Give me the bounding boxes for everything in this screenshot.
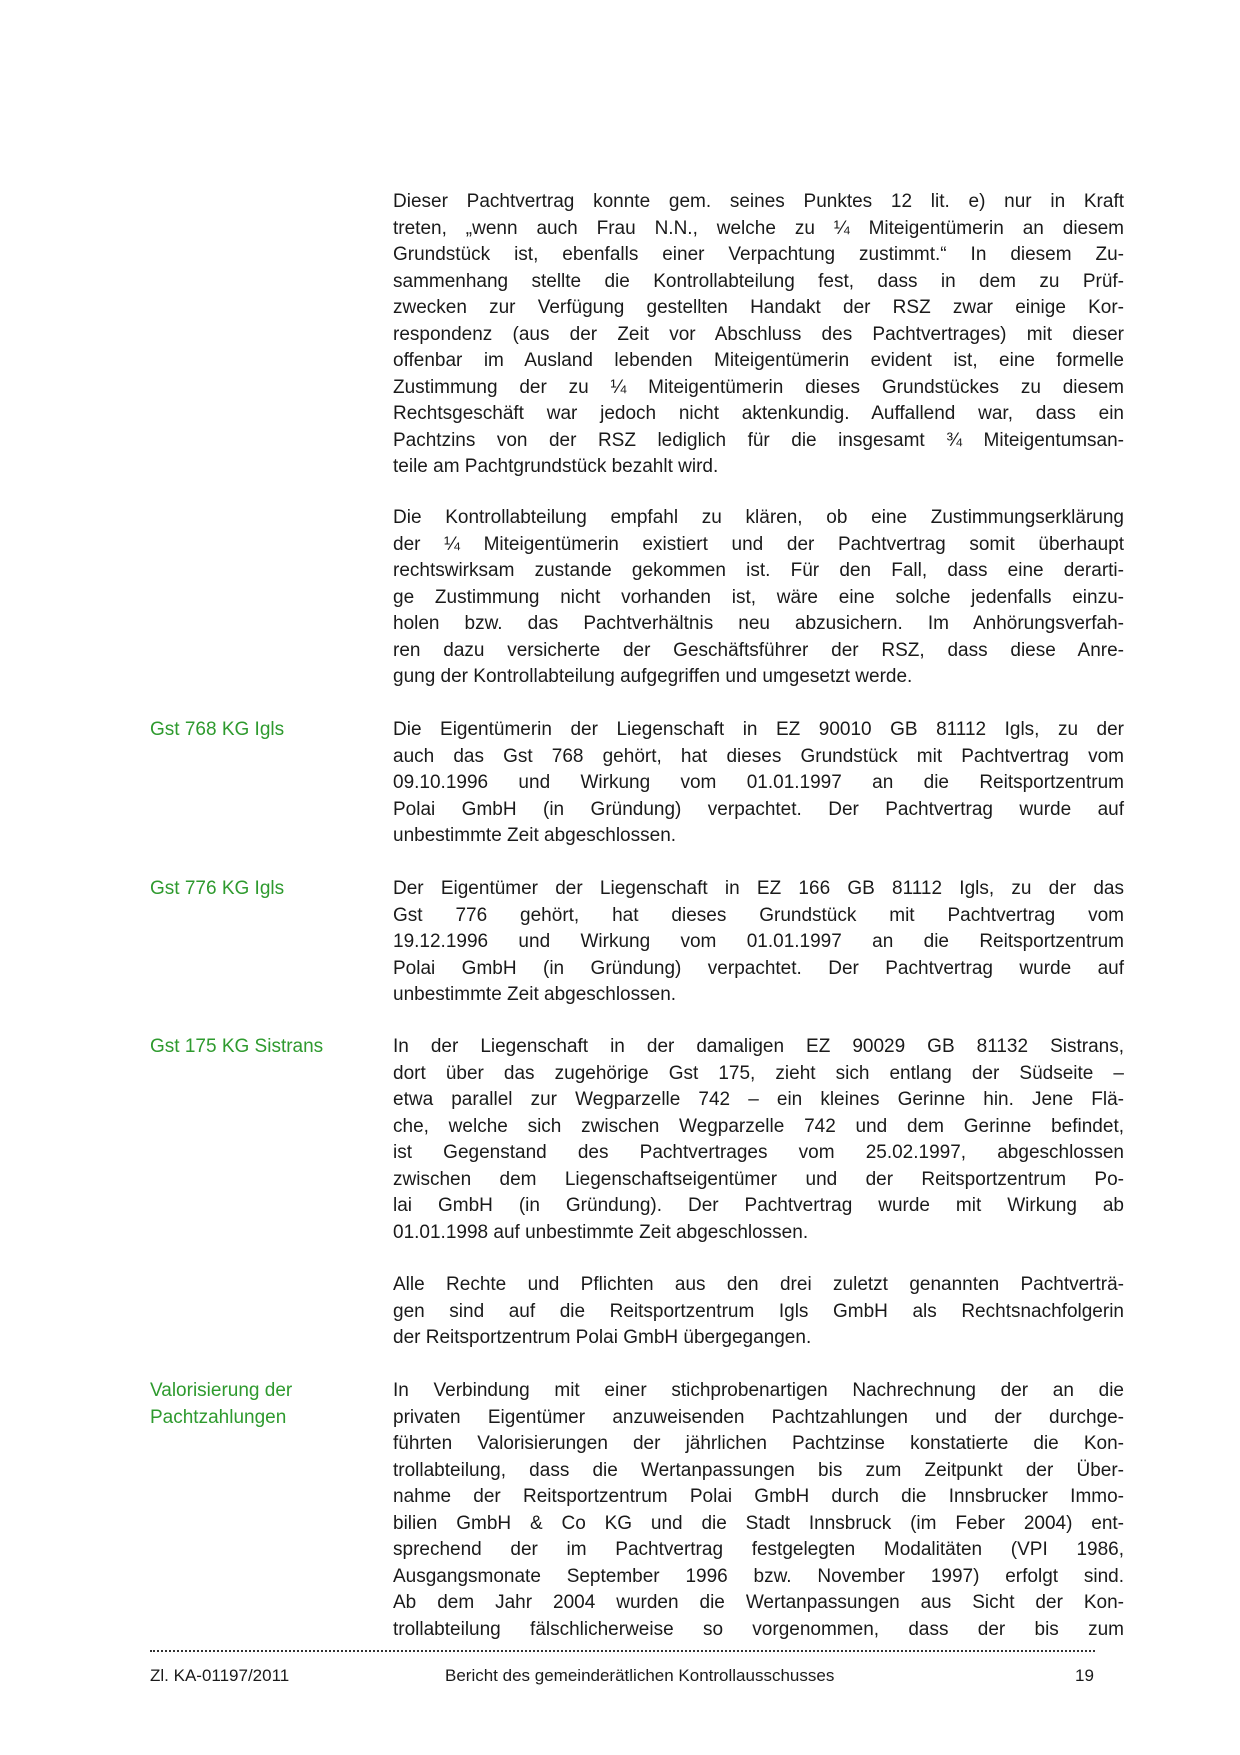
text-line: dort über das zugehörige Gst 175, zieht sich entlang der Südseite – [393, 1062, 1124, 1084]
text-line: Zustimmung der zu ¼ Miteigentümerin dieses Grundstückes zu diesem [393, 376, 1124, 398]
text-line: unbestimmte Zeit abgeschlossen. [393, 984, 677, 1005]
text-line: der ¼ Miteigentümerin existiert und der Pachtvertrag somit überhaupt [393, 533, 1124, 555]
margin-heading-line: Valorisierung der [150, 1380, 293, 1401]
paragraph [393, 1272, 1124, 1352]
text-line: Dieser Pachtvertrag konnte gem. seines Punktes 12 lit. e) nur in Kraft [393, 191, 1124, 212]
text-line: auch das Gst 768 gehört, hat dieses Grundstück mit Pachtvertrag vom [393, 745, 1124, 767]
text-line: zwecken zur Verfügung gestellten Handakt der RSZ zwar einige Kor- [393, 297, 1124, 318]
margin-heading-line: Gst 768 KG Igls [150, 719, 285, 740]
margin-heading [150, 1378, 370, 1431]
margin-heading [150, 717, 370, 744]
text-line: etwa parallel zur Wegparzelle 742 – ein kleines Gerinne hin. Jene Flä- [393, 1089, 1124, 1110]
text-line: sammenhang stellte die Kontrollabteilung fest, dass in dem zu Prüf- [393, 270, 1124, 292]
text-line: Rechtsgeschäft war jedoch nicht aktenkundig. Auffallend war, dass ein [393, 403, 1124, 424]
text-line: 09.10.1996 und Wirkung vom 01.01.1997 an die Reitsportzentrum [393, 772, 1124, 793]
text-line: lai GmbH (in Gründung). Der Pachtvertrag wurde mit Wirkung ab [393, 1195, 1124, 1216]
text-line: Grundstück ist, ebenfalls einer Verpachtung zustimmt.“ In diesem Zu- [393, 244, 1124, 265]
text-line: rechtswirksam zustande gekommen ist. Für den Fall, dass eine derarti- [393, 560, 1124, 581]
text-line: Polai GmbH (in Gründung) verpachtet. Der Pachtvertrag wurde auf [393, 798, 1124, 820]
text-line: unbestimmte Zeit abgeschlossen. [393, 825, 677, 846]
margin-heading-line: Pachtzahlungen [150, 1406, 287, 1428]
text-line: Polai GmbH (in Gründung) verpachtet. Der Pachtvertrag wurde auf [393, 957, 1124, 979]
text-line: führten Valorisierungen der jährlichen Pachtzinse konstatierte die Kon- [393, 1433, 1124, 1454]
text-line: Ausgangsmonate September 1996 bzw. November 1997) erfolgt sind. [393, 1565, 1124, 1587]
text-line: privaten Eigentümer anzuweisenden Pachtzahlungen und der durchge- [393, 1406, 1124, 1428]
paragraph [393, 1378, 1124, 1643]
text-line: gung der Kontrollabteilung aufgegriffen und umgesetzt werde. [393, 666, 913, 687]
margin-heading [150, 1034, 370, 1061]
text-line: che, welche sich zwischen Wegparzelle 742 und dem Gerinne befindet, [393, 1115, 1124, 1137]
text-line: 19.12.1996 und Wirkung vom 01.01.1997 an die Reitsportzentrum [393, 931, 1124, 952]
text-line: Ab dem Jahr 2004 wurden die Wertanpassungen aus Sicht der Kon- [393, 1592, 1124, 1613]
footer-title: Bericht des gemeinderätlichen Kontrollausschusses [445, 1666, 835, 1685]
page-number: 19 [1075, 1666, 1094, 1685]
margin-heading-line: Gst 175 KG Sistrans [150, 1036, 324, 1057]
text-line: Die Eigentümerin der Liegenschaft in EZ 90010 GB 81112 Igls, zu der [393, 719, 1124, 740]
text-line: bilien GmbH & Co KG und die Stadt Innsbruck (im Feber 2004) ent- [393, 1512, 1124, 1534]
text-line: nahme der Reitsportzentrum Polai GmbH durch die Innsbrucker Immo- [393, 1486, 1124, 1507]
text-line: trollabteilung fälschlicherweise so vorgenommen, dass der bis zum [393, 1618, 1124, 1640]
margin-heading-line: Gst 776 KG Igls [150, 878, 285, 899]
text-line: gen sind auf die Reitsportzentrum Igls GmbH als Rechtsnachfolgerin [393, 1300, 1124, 1322]
margin-heading [150, 876, 370, 903]
paragraph [393, 876, 1124, 1009]
text-line: holen bzw. das Pachtverhältnis neu abzusichern. Im Anhörungsverfah- [393, 613, 1124, 634]
paragraph [393, 1034, 1124, 1246]
text-line: teile am Pachtgrundstück bezahlt wird. [393, 456, 719, 477]
paragraph [393, 717, 1124, 850]
text-line: offenbar im Ausland lebenden Miteigentümerin evident ist, eine formelle [393, 350, 1124, 371]
text-line: sprechend der im Pachtvertrag festgelegten Modalitäten (VPI 1986, [393, 1539, 1124, 1560]
text-line: In Verbindung mit einer stichprobenartigen Nachrechnung der an die [393, 1380, 1124, 1401]
text-line: der Reitsportzentrum Polai GmbH übergegangen. [393, 1327, 812, 1348]
paragraph [393, 189, 1124, 481]
text-line: respondenz (aus der Zeit vor Abschluss des Pachtvertrages) mit dieser [393, 323, 1124, 345]
text-line: ren dazu versicherte der Geschäftsführer der RSZ, dass diese Anre- [393, 639, 1124, 661]
text-line: ist Gegenstand des Pachtvertrages vom 25.02.1997, abgeschlossen [393, 1142, 1124, 1163]
text-line: ge Zustimmung nicht vorhanden ist, wäre eine solche jedenfalls einzu- [393, 586, 1124, 608]
text-line: Pachtzins von der RSZ lediglich für die insgesamt ¾ Miteigentumsan- [393, 429, 1124, 451]
text-line: treten, „wenn auch Frau N.N., welche zu ¼ Miteigentümerin an diesem [393, 217, 1124, 239]
paragraph [393, 505, 1124, 691]
footer-divider [150, 1650, 1095, 1652]
text-line: Gst 776 gehört, hat dieses Grundstück mit Pachtvertrag vom [393, 904, 1124, 926]
text-line: Die Kontrollabteilung empfahl zu klären, ob eine Zustimmungserklärung [393, 507, 1124, 528]
text-line: 01.01.1998 auf unbestimmte Zeit abgeschlossen. [393, 1221, 809, 1243]
text-line: Der Eigentümer der Liegenschaft in EZ 166 GB 81112 Igls, zu der das [393, 878, 1124, 899]
text-line: trollabteilung, dass die Wertanpassungen bis zum Zeitpunkt der Über- [393, 1459, 1124, 1481]
text-line: In der Liegenschaft in der damaligen EZ 90029 GB 81132 Sistrans, [393, 1036, 1124, 1057]
footer-reference: Zl. KA-01197/2011 [150, 1666, 290, 1685]
text-line: zwischen dem Liegenschaftseigentümer und der Reitsportzentrum Po- [393, 1168, 1124, 1190]
text-line: Alle Rechte und Pflichten aus den drei zuletzt genannten Pachtverträ- [393, 1274, 1124, 1295]
